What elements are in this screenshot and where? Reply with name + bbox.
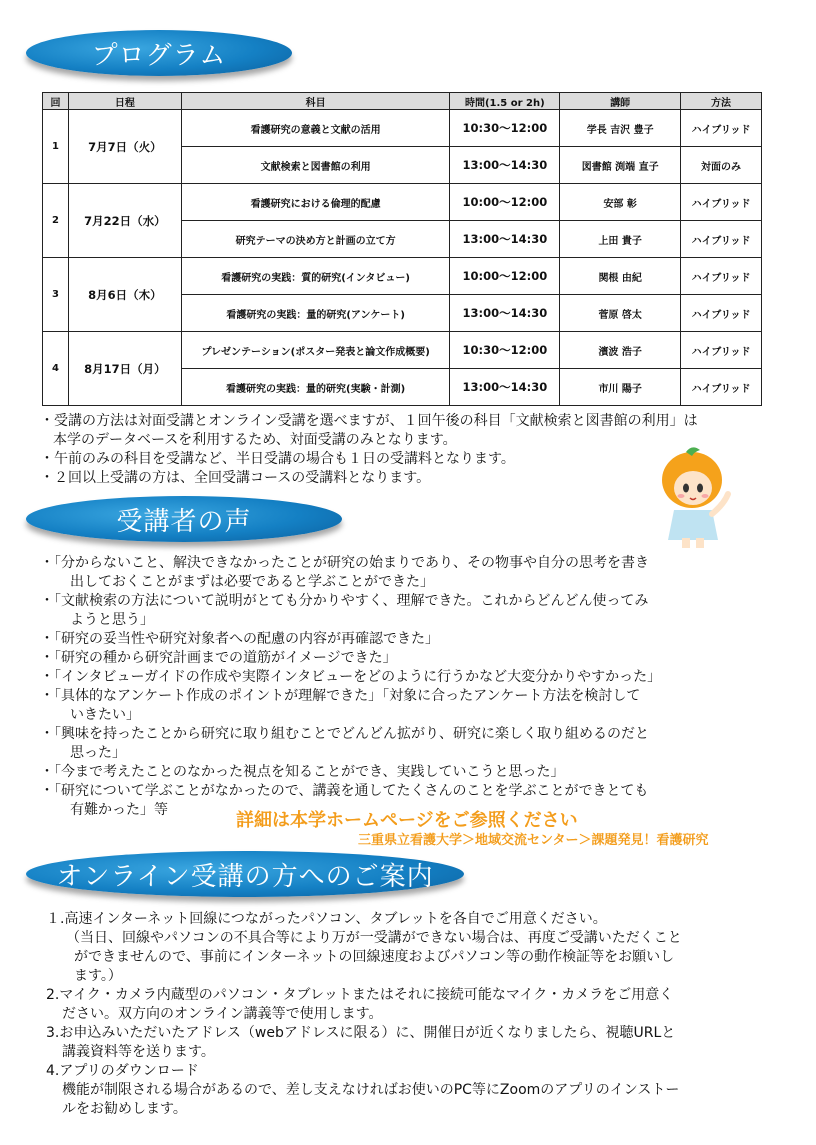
session-date: 7月22日（水） (68, 184, 181, 258)
voice-line: 出しておくことがまずは必要であると学ぶことができた」 (70, 574, 434, 590)
subject-cell: 看護研究の実践：量的研究(実験・計測) (181, 369, 450, 406)
online-item-2: 2.マイク・カメラ内蔵型のパソコン・タブレットまたはそれに接続可能なマイク・カメラをご用意く (46, 987, 674, 1003)
online-title: オンライン受講の方へのご案内 (56, 861, 434, 892)
note-line: ・受講の方法は対面受講とオンライン受講を選べますが、１回午後の科目「文献検索と図書館の利用」は (40, 413, 698, 429)
online-item-3: 講義資料等を送ります。 (62, 1044, 215, 1060)
session-no: 4 (43, 332, 69, 406)
time-cell: 10:30～12:00 (450, 110, 560, 147)
voice-line: ・「分からないこと、解決できなかったことが研究の始まりであり、その物事や自分の思考を書き (40, 555, 649, 571)
method-cell: ハイブリッド (681, 332, 762, 369)
header-subject: 科目 (181, 93, 450, 110)
voice-line: ・「今まで考えたことのなかった視点を知ることができ、実践していこうと思った」 (40, 764, 565, 780)
subject-cell: 看護研究における倫理的配慮 (181, 184, 450, 221)
method-cell: ハイブリッド (681, 184, 762, 221)
voice-line: ・「インタビューガイドの作成や実際インタビューをどのように行うかなど大変分かりやすかった」 (40, 669, 662, 685)
table-row (43, 184, 762, 221)
homepage-link[interactable]: 詳細は本学ホームページをご参照ください (236, 810, 578, 831)
program-banner (26, 30, 292, 76)
note-line: 本学のデータベースを利用するため、対面受講のみとなります。 (53, 432, 457, 448)
voice-line: ようと思う」 (70, 612, 154, 628)
voices-title: 受講者の声 (116, 506, 252, 537)
online-item-2: ださい。双方向のオンライン講義等で使用します。 (62, 1006, 383, 1022)
subject-cell: 研究テーマの決め方と計画の立て方 (181, 221, 450, 258)
online-item-4: 機能が制限される場合があるので、差し支えなければお使いのPC等にZoomのアプリのインストー (62, 1082, 680, 1098)
lecturer-cell: 関根 由紀 (560, 258, 681, 295)
session-no: 3 (43, 258, 69, 332)
lecturer-cell: 濱波 浩子 (560, 332, 681, 369)
time-cell: 10:00～12:00 (450, 184, 560, 221)
lecturer-cell: 学長 吉沢 豊子 (560, 110, 681, 147)
table-row (43, 258, 762, 295)
header-date: 日程 (68, 93, 181, 110)
subject-cell: 文献検索と図書館の利用 (181, 147, 450, 184)
session-date: 8月6日（木） (68, 258, 181, 332)
lecturer-cell: 菅原 啓太 (560, 295, 681, 332)
voice-line: ・「研究の妥当性や研究対象者への配慮の内容が再確認できた」 (40, 631, 439, 647)
method-cell: ハイブリッド (681, 110, 762, 147)
table-row (43, 332, 762, 369)
time-cell: 13:00～14:30 (450, 369, 560, 406)
voice-line: ・「興味を持ったことから研究に取り組むことでどんどん拡がり、研究に楽しく取り組めるのだと (40, 726, 649, 742)
online-banner (26, 851, 464, 897)
time-cell: 13:00～14:30 (450, 295, 560, 332)
online-item-3: 3.お申込みいただいたアドレス（webアドレスに限る）に、開催日が近くなりましたら、視聴URLと (46, 1025, 676, 1041)
subject-cell: 看護研究の実践：質的研究(インタビュー) (181, 258, 450, 295)
voice-line: 有難かった」等 (70, 802, 168, 818)
online-item-1-note: ます。） (74, 968, 122, 984)
online-item-4: ルをお勧めします。 (62, 1101, 187, 1117)
header-method: 方法 (681, 93, 762, 110)
table-row (43, 110, 762, 147)
lecturer-cell: 安部 彰 (560, 184, 681, 221)
method-cell: ハイブリッド (681, 221, 762, 258)
voice-line: ・「研究について学ぶことがなかったので、講義を通してたくさんのことを学ぶことができとても (40, 783, 649, 799)
program-table (42, 92, 762, 406)
time-cell: 13:00～14:30 (450, 221, 560, 258)
subject-cell: 看護研究の意義と文献の活用 (181, 110, 450, 147)
voice-line: いきたい」 (70, 707, 140, 723)
subject-cell: プレゼンテーション(ポスター発表と論文作成概要) (181, 332, 450, 369)
header-lecturer: 講師 (560, 93, 681, 110)
online-guide (46, 910, 786, 1119)
voice-line: ・「研究の種から研究計画までの道筋がイメージできた」 (40, 650, 397, 666)
lecturer-cell: 市川 陽子 (560, 369, 681, 406)
method-cell: ハイブリッド (681, 258, 762, 295)
subject-cell: 看護研究の実践：量的研究(アンケート) (181, 295, 450, 332)
voices-list (40, 554, 770, 820)
voice-line: 思った」 (70, 745, 126, 761)
method-cell: ハイブリッド (681, 369, 762, 406)
method-cell: ハイブリッド (681, 295, 762, 332)
header-no: 回 (43, 93, 69, 110)
voice-line: ・「文献検索の方法について説明がとても分かりやすく、理解できた。これからどんどん使ってみ (40, 593, 649, 609)
session-date: 7月7日（火） (68, 110, 181, 184)
online-item-1-note: ができませんので、事前にインターネットの回線速度およびパソコン等の動作検証等をお願いし (74, 949, 675, 965)
table-header-row (43, 93, 762, 110)
note-line: ・午前のみの科目を受講など、半日受講の場合も１日の受講料となります。 (40, 451, 515, 467)
note-line: ・２回以上受講の方は、全回受講コースの受講料となります。 (40, 470, 431, 486)
lecturer-cell: 図書館 渕端 直子 (560, 147, 681, 184)
time-cell: 10:00～12:00 (450, 258, 560, 295)
voice-line: ・「具体的なアンケート作成のポイントが理解できた」「対象に合ったアンケート方法を検討して (40, 688, 641, 704)
time-cell: 10:30～12:00 (450, 332, 560, 369)
session-date: 8月17日（月） (68, 332, 181, 406)
mascot-icon (652, 444, 736, 550)
online-item-1-note: （当日、回線やパソコンの不具合等により万が一受講ができない場合は、再度ご受講いただくこと (66, 930, 682, 946)
online-item-1: １.高速インターネット回線につながったパソコン、タブレットを各自でご用意ください。 (46, 911, 607, 927)
voices-banner (26, 496, 342, 542)
homepage-path: 三重県立看護大学＞地域交流センター＞課題発見！看護研究 (358, 833, 709, 848)
session-no: 1 (43, 110, 69, 184)
program-title: プログラム (91, 40, 227, 71)
header-time: 時間(1.5 or 2h) (450, 93, 560, 110)
lecturer-cell: 上田 貴子 (560, 221, 681, 258)
session-no: 2 (43, 184, 69, 258)
time-cell: 13:00～14:30 (450, 147, 560, 184)
online-item-4: 4.アプリのダウンロード (46, 1063, 199, 1079)
method-cell: 対面のみ (681, 147, 762, 184)
